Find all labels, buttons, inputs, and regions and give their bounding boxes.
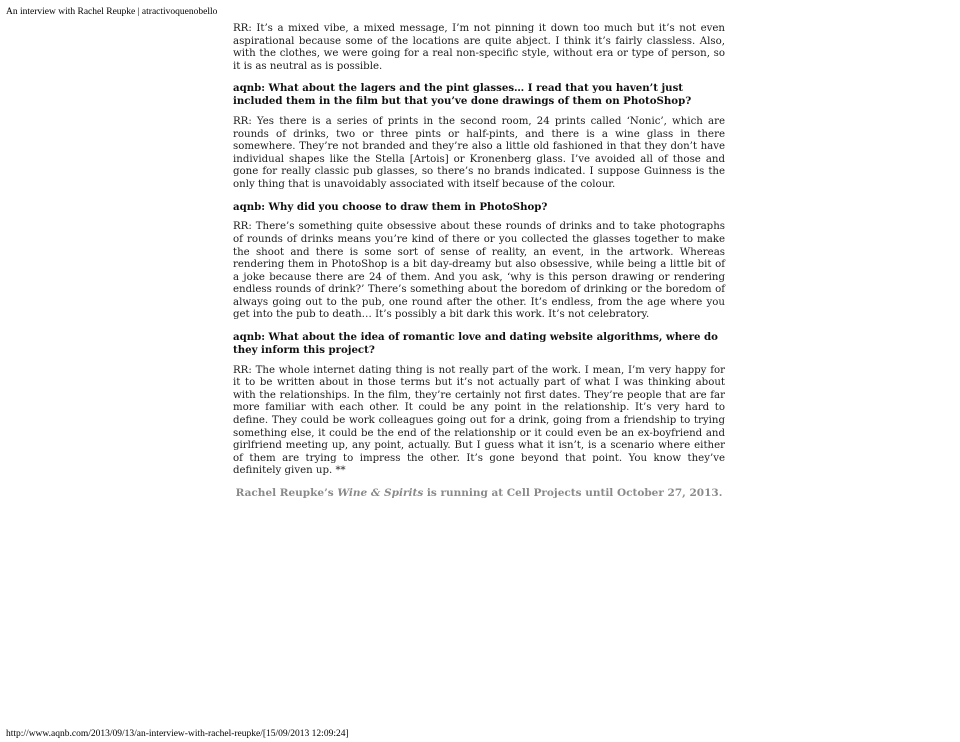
answer-paragraph: RR: There’s something quite obsessive about these rounds of drinks and to take photographs of rounds of drinks means you’re kind of there or you collected the glasses together to make the shoot and there is some sort of sense of reality, an event, in the artwork. Whereas rendering them in PhotoShop is a bit day-dreamy but also obsessive, while being a little bit of a joke because there are 24 of them. And you ask, ‘why is this person drawing or rendering endless rounds of drink?’ There’s something about the boredom of drinking or the boredom of always going out to the pub, one round after the other. It’s endless, from the age where you get into the pub to death… It’s possibly a bit dark this work. It’s not celebratory. [233,221,725,321]
answer-paragraph: RR: The whole internet dating thing is not really part of the work. I mean, I’m very happy for it to be written about in those terms but it’s not actually part of what I was thinking about with the relationships. In the film, they’re certainly not first dates. They’re people that are far more familiar with each other. It could be any point in the relationship. It’s very hard to define. They could be work colleagues going out for a drink, going from a friendship to trying something else, it could be the end of the relationship or it could even be an ex-boyfriend and girlfriend meeting up, any point, actually. But I guess what it isn’t, is a scenario where either of them are trying to impress the other. It’s gone beyond that point. You know they’ve definitely given up. ** [233,364,725,477]
exhibition-note-after: is running at Cell Projects until October 27, 2013. [423,487,723,500]
article-body [233,23,725,499]
exhibition-note-before: Rachel Reupke’s [235,487,338,500]
page-url: http://www.aqnb.com/2013/09/13/an-interview-with-rachel-reupke/[15/09/2013 12:09:24] [6,729,349,739]
question-heading: aqnb: Why did you choose to draw them in PhotoShop? [233,200,548,213]
question-heading: aqnb: What about the lagers and the pint glasses… I read that you haven’t just included them in the film but that you’ve done drawings of them on PhotoShop? [233,82,692,108]
answer-paragraph: RR: It’s a mixed vibe, a mixed message, I’m not pinning it down too much but it’s not even aspirational because some of the locations are quite abject. I think it’s fairly classless. Also, with the clothes, we were going for a real non-specific style, without era or type of person, so it is as neutral as is possible. [233,23,725,72]
question-heading: aqnb: What about the idea of romantic love and dating website algorithms, where do they inform this project? [233,331,718,356]
exhibition-title: Wine & Spirits [337,487,424,500]
exhibition-note [233,487,725,499]
page-header-title: An interview with Rachel Reupke | atractivoquenobello [6,7,218,17]
answer-paragraph: RR: Yes there is a series of prints in the second room, 24 prints called ‘Nonic’, which are rounds of drinks, two or three pints or half-pints, and there is a wine glass in there somewhere. They’re not branded and they’re also a little old fashioned in that they don’t have individual shapes like the Stella [Artois] or Kronenberg glass. I’ve avoided all of those and gone for really classic pub glasses, so there’s no brands indicated. I suppose Guinness is the only thing that is unavoidably associated with itself because of the colour. [233,115,725,190]
